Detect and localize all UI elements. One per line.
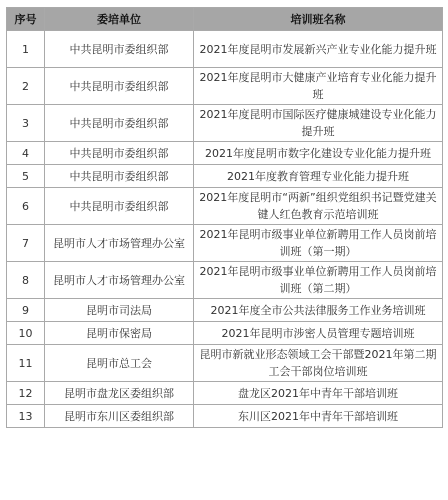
table-row bbox=[7, 322, 443, 345]
row-no: 1 bbox=[7, 31, 45, 68]
row-unit: 昆明市司法局 bbox=[45, 299, 194, 322]
table-row bbox=[7, 225, 443, 262]
row-course: 2021年度教育管理专业化能力提升班 bbox=[194, 165, 443, 188]
row-no: 6 bbox=[7, 188, 45, 225]
row-course: 2021年度昆明市数字化建设专业化能力提升班 bbox=[194, 142, 443, 165]
table-row bbox=[7, 188, 443, 225]
table-row bbox=[7, 262, 443, 299]
row-course: 盘龙区2021年中青年干部培训班 bbox=[194, 382, 443, 405]
row-no: 4 bbox=[7, 142, 45, 165]
table-row bbox=[7, 68, 443, 105]
header-row bbox=[7, 8, 443, 31]
row-unit: 中共昆明市委组织部 bbox=[45, 105, 194, 142]
row-no: 2 bbox=[7, 68, 45, 105]
row-course: 2021年昆明市级事业单位新聘用工作人员岗前培训班（第一期） bbox=[194, 225, 443, 262]
row-no: 10 bbox=[7, 322, 45, 345]
row-no: 3 bbox=[7, 105, 45, 142]
table-row bbox=[7, 165, 443, 188]
row-course: 2021年度全市公共法律服务工作业务培训班 bbox=[194, 299, 443, 322]
row-unit: 中共昆明市委组织部 bbox=[45, 165, 194, 188]
table-row bbox=[7, 405, 443, 428]
row-unit: 昆明市人才市场管理办公室 bbox=[45, 225, 194, 262]
row-no: 8 bbox=[7, 262, 45, 299]
row-no: 9 bbox=[7, 299, 45, 322]
row-unit: 昆明市东川区委组织部 bbox=[45, 405, 194, 428]
row-no: 7 bbox=[7, 225, 45, 262]
header-no: 序号 bbox=[7, 8, 45, 31]
table-row bbox=[7, 345, 443, 382]
row-course: 2021年度昆明市国际医疗健康城建设专业化能力提升班 bbox=[194, 105, 443, 142]
header-unit: 委培单位 bbox=[45, 8, 194, 31]
row-course: 2021年度昆明市“两新”组织党组织书记暨党建关键人红色教育示范培训班 bbox=[194, 188, 443, 225]
training-table bbox=[6, 7, 443, 428]
table-row bbox=[7, 142, 443, 165]
row-no: 5 bbox=[7, 165, 45, 188]
row-unit: 昆明市保密局 bbox=[45, 322, 194, 345]
table-row bbox=[7, 105, 443, 142]
header-course: 培训班名称 bbox=[194, 8, 443, 31]
row-course: 2021年度昆明市发展新兴产业专业化能力提升班 bbox=[194, 31, 443, 68]
row-unit: 昆明市人才市场管理办公室 bbox=[45, 262, 194, 299]
row-course: 2021年昆明市涉密人员管理专题培训班 bbox=[194, 322, 443, 345]
row-unit: 中共昆明市委组织部 bbox=[45, 31, 194, 68]
row-course: 2021年昆明市级事业单位新聘用工作人员岗前培训班（第二期） bbox=[194, 262, 443, 299]
row-unit: 中共昆明市委组织部 bbox=[45, 142, 194, 165]
row-course: 2021年度昆明市大健康产业培育专业化能力提升班 bbox=[194, 68, 443, 105]
row-course: 昆明市新就业形态领域工会干部暨2021年第二期工会干部岗位培训班 bbox=[194, 345, 443, 382]
table-row bbox=[7, 382, 443, 405]
row-unit: 中共昆明市委组织部 bbox=[45, 188, 194, 225]
row-no: 13 bbox=[7, 405, 45, 428]
row-unit: 昆明市总工会 bbox=[45, 345, 194, 382]
row-no: 11 bbox=[7, 345, 45, 382]
row-unit: 中共昆明市委组织部 bbox=[45, 68, 194, 105]
row-unit: 昆明市盘龙区委组织部 bbox=[45, 382, 194, 405]
row-course: 东川区2021年中青年干部培训班 bbox=[194, 405, 443, 428]
table-row bbox=[7, 299, 443, 322]
table-row bbox=[7, 31, 443, 68]
row-no: 12 bbox=[7, 382, 45, 405]
